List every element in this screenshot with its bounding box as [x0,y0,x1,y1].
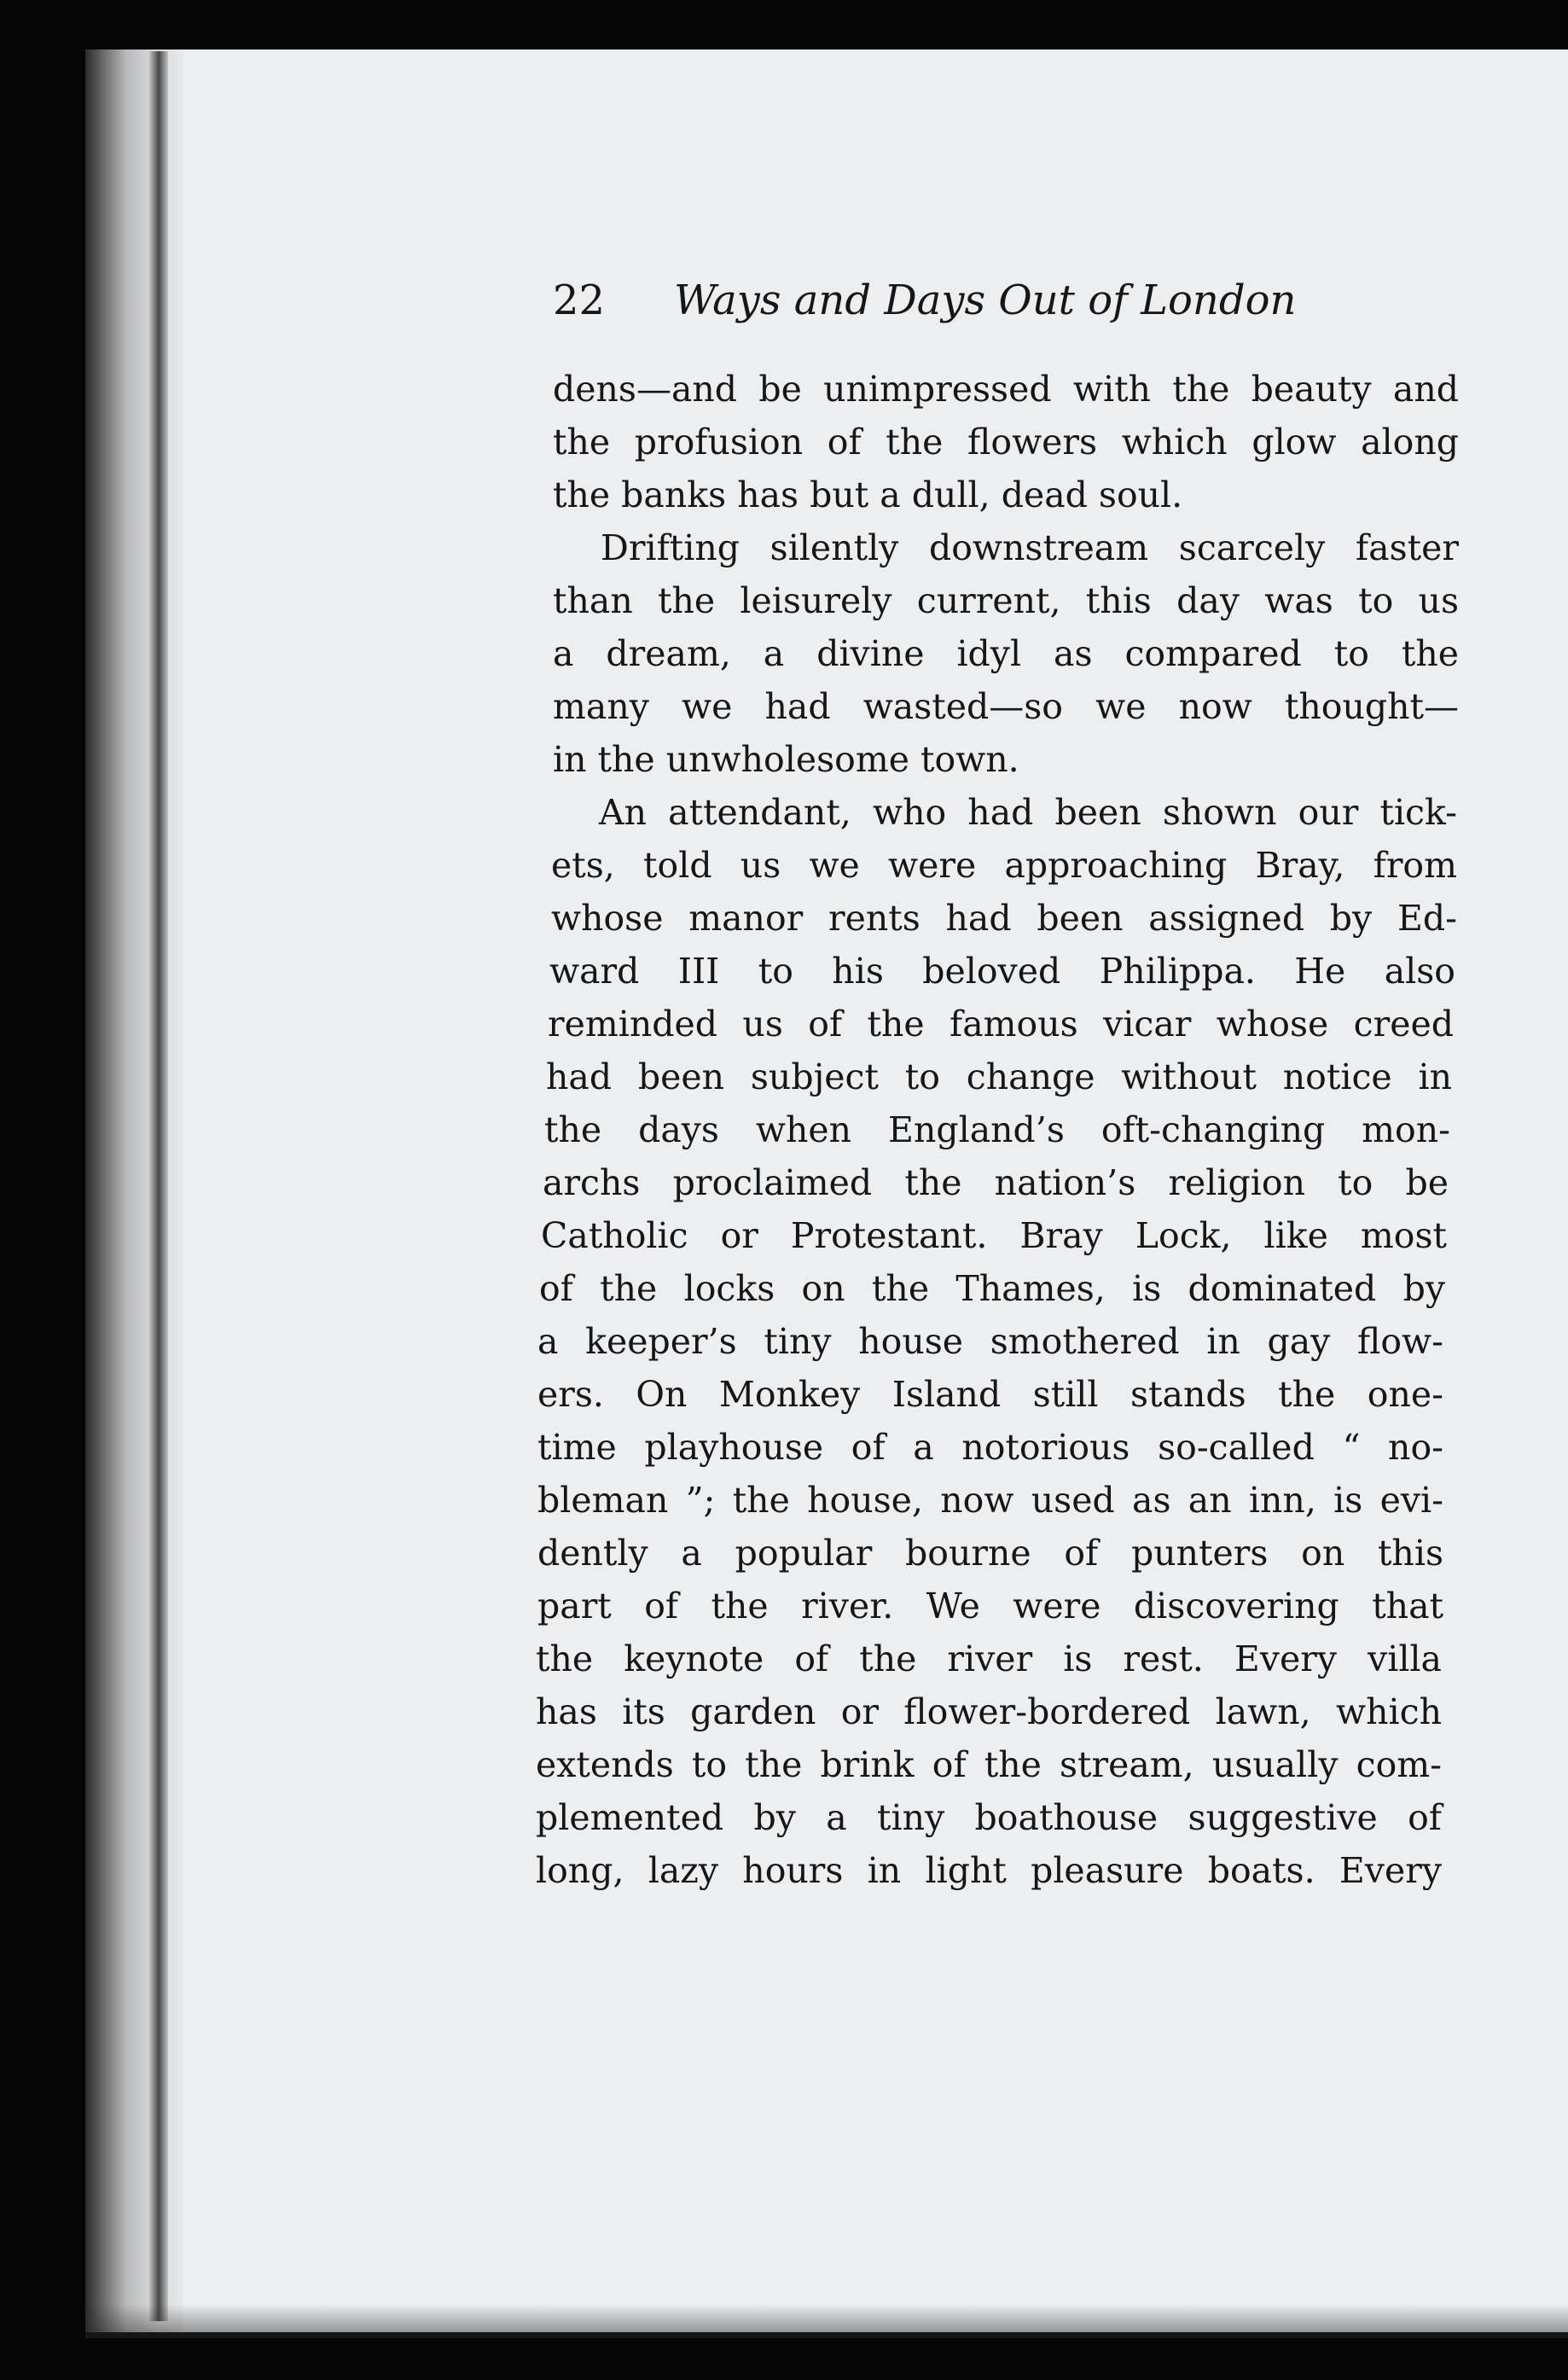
text-line: reminded us of the famous vicar whose creed [548,1004,1454,1045]
page-bottom-edge [85,2304,1568,2338]
text-line: extends to the brink of the stream, usually com- [536,1744,1442,1785]
text-line: has its garden or flower-bordered lawn, which [536,1691,1442,1732]
page-binding-edge [85,49,183,2332]
text-line: time playhouse of a notorious so-called “ no- [537,1427,1443,1468]
text-line: Catholic or Protestant. Bray Lock, like most [541,1215,1447,1256]
running-head [553,266,1440,338]
text-line: the profusion of the flowers which glow along [553,422,1459,463]
text-line: ets, told us we were approaching Bray, from [551,845,1457,886]
text-line: dently a popular bourne of punters on this [537,1533,1443,1574]
text-line: archs proclaimed the nation’s religion to be [543,1162,1449,1203]
text-line: bleman ”; the house, now used as an inn, is evi- [537,1480,1443,1521]
text-line: dens—and be unimpressed with the beauty and [553,369,1459,410]
text-line: part of the river. We were discovering that [537,1586,1443,1626]
text-line: of the locks on the Thames, is dominated by [539,1268,1445,1309]
page-gutter-shadow [149,51,168,2321]
text-line: Drifting silently downstream scarcely faster [601,527,1459,568]
text-line: whose manor rents had been assigned by Ed- [551,898,1457,939]
text-line: than the leisurely current, this day was to us [553,580,1459,621]
text-line: the days when England’s oft-changing mon- [544,1109,1450,1150]
text-line: a keeper’s tiny house smothered in gay flow- [537,1321,1443,1362]
text-line: a dream, a divine idyl as compared to the [553,633,1459,674]
text-line: An attendant, who had been shown our tick- [599,792,1457,833]
text-line: many we had wasted—so we now thought— [553,686,1459,727]
text-line: in the unwholesome town. [553,739,1019,780]
text-line: the keynote of the river is rest. Every villa [536,1638,1442,1679]
text-line: had been subject to change without notice in [546,1056,1452,1097]
text-line: plemented by a tiny boathouse suggestive of [536,1797,1442,1838]
book-title: Ways and Days Out of London [674,276,1297,324]
text-line: ers. On Monkey Island still stands the one- [537,1374,1443,1415]
page-number: 22 [553,276,606,324]
text-line: the banks has but a dull, dead soul. [553,474,1183,515]
text-line: long, lazy hours in light pleasure boats. Every [536,1850,1442,1891]
text-line: ward III to his beloved Philippa. He also [549,951,1455,992]
